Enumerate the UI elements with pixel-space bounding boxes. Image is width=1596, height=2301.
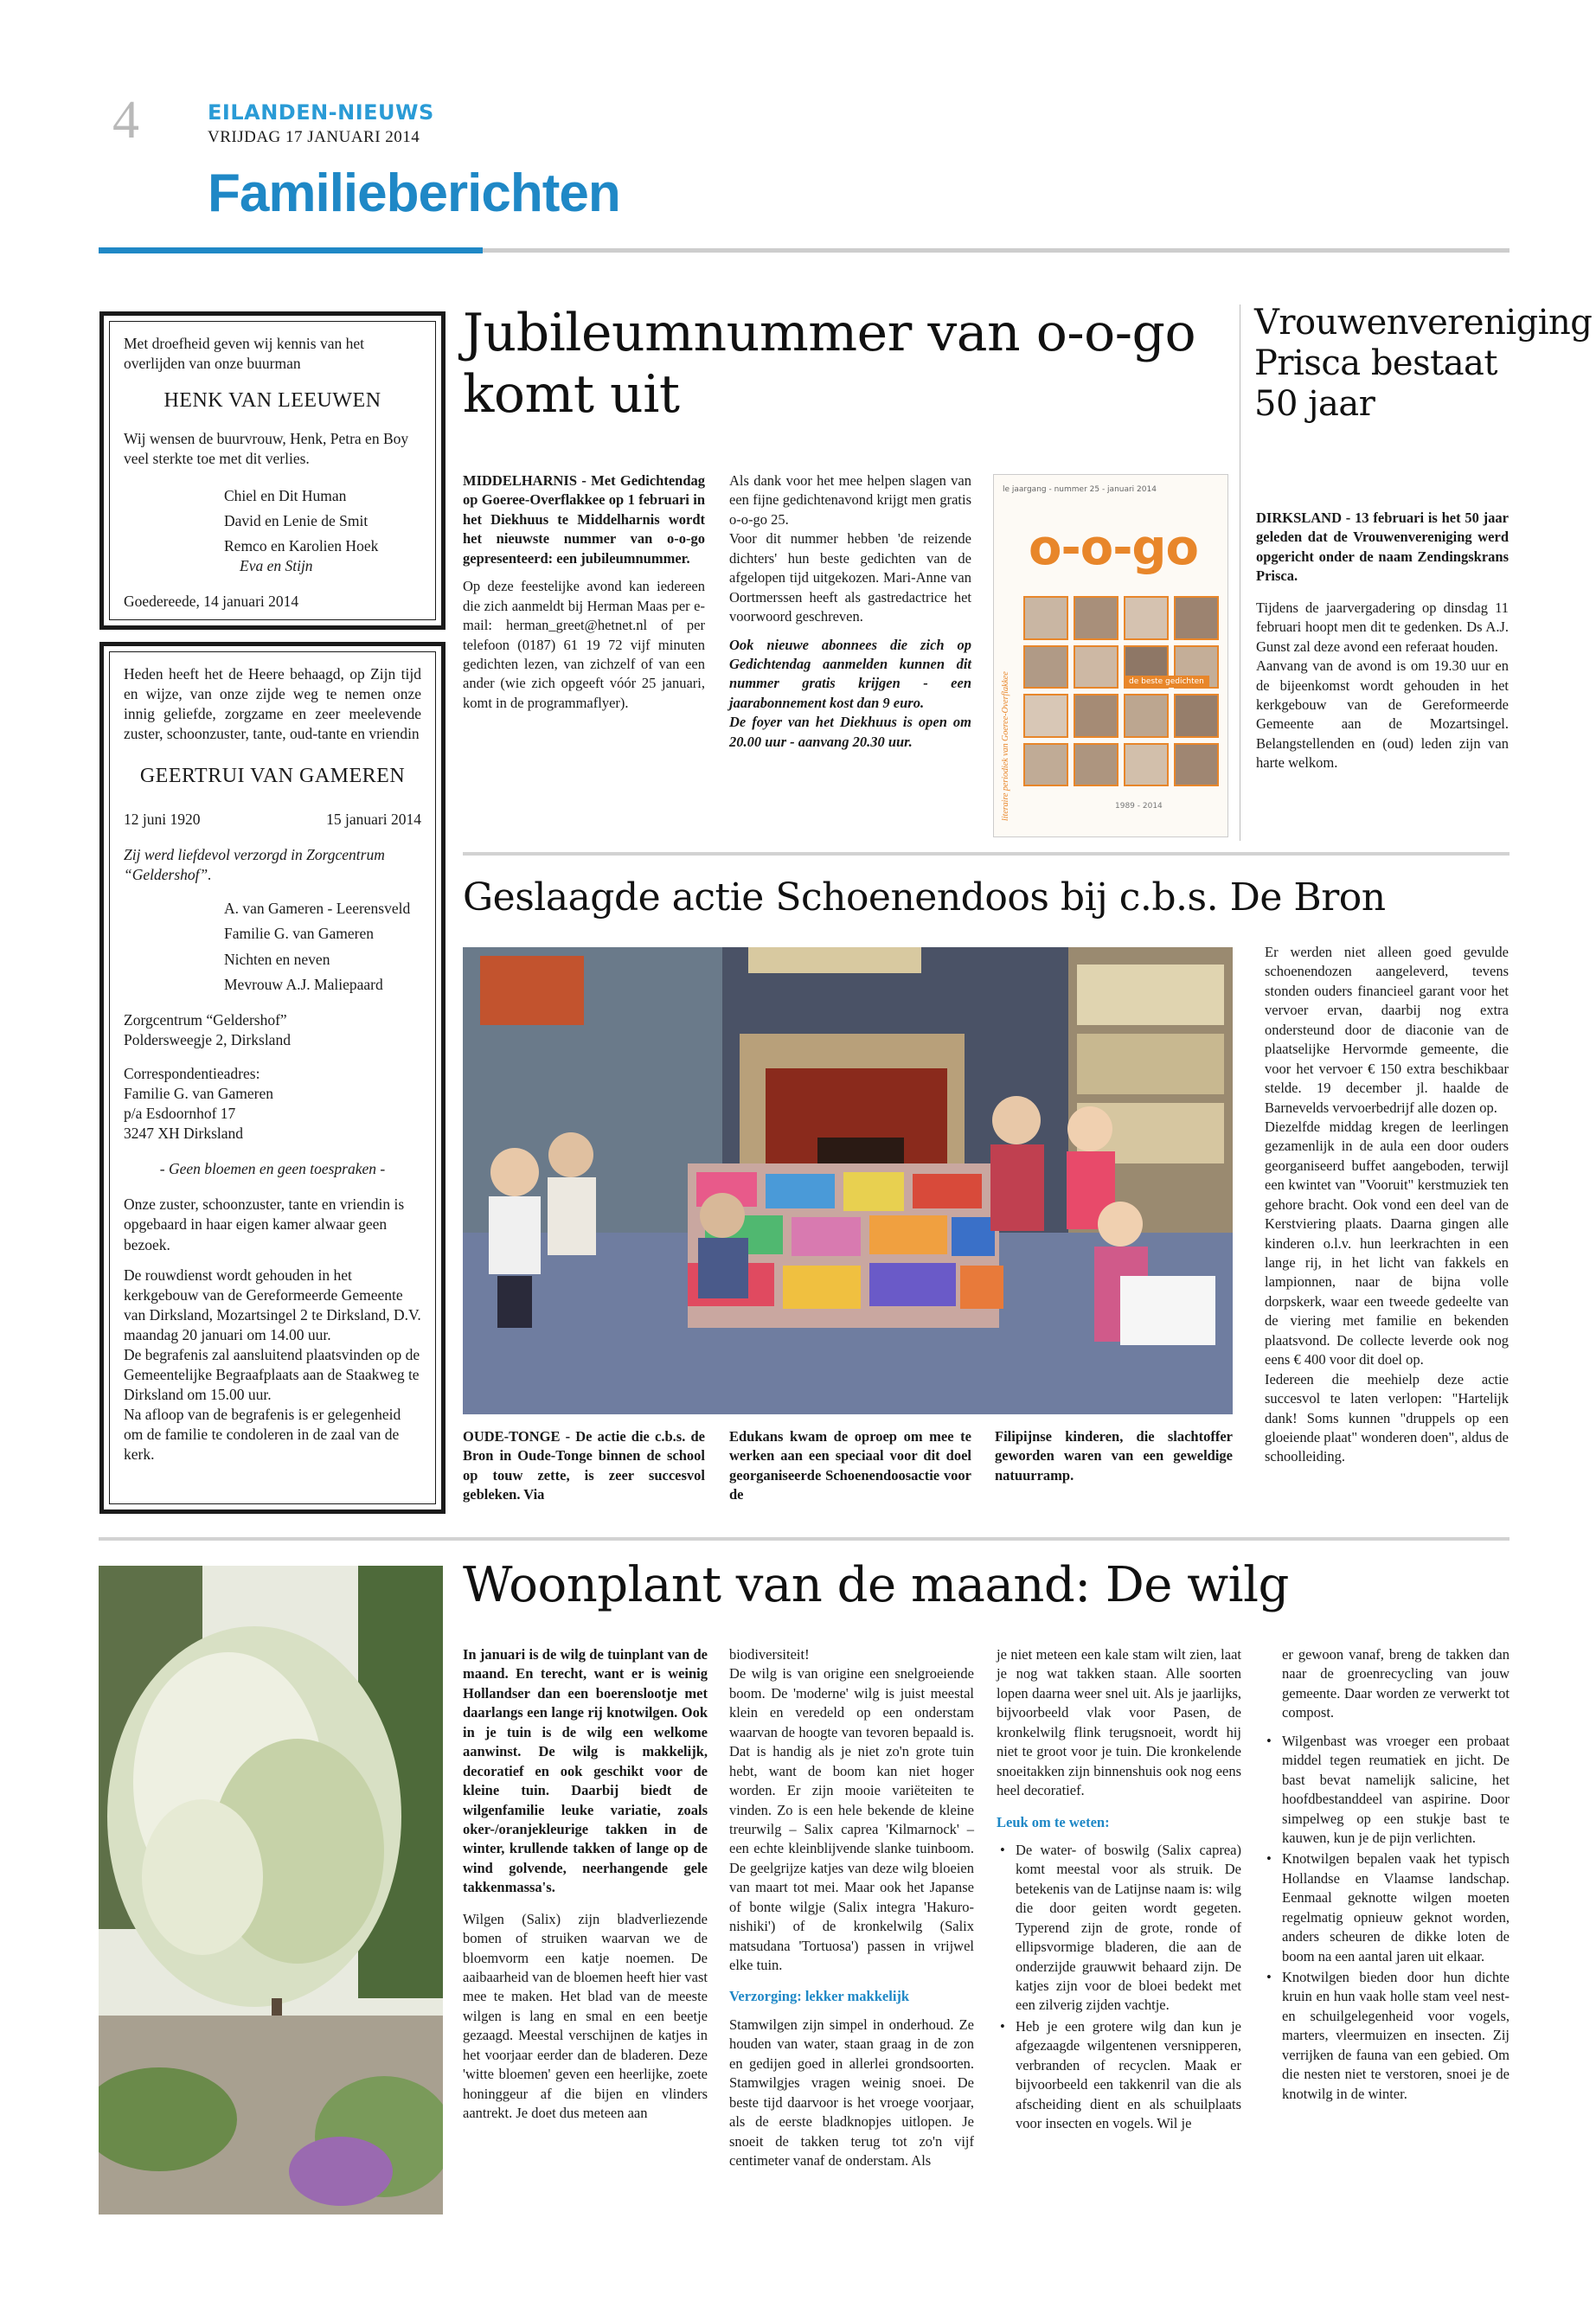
fact-item: • Wilgenbast was vroeger een probaat middel tegen reumatiek en jicht. De bast bevat namelijk salicine, het hoofdbestanddeel van aspirine. Door simpelweg op een stukje bast te kauwen, kun je de pijn verlichten. — [1263, 1732, 1509, 1849]
article-lead: In januari is de wilg de tuinplant van de maand. En terecht, want er is weinig Hollandser dan een boerenslootje met daarlangs een lange rij knotwilgen. Ook in je tuin is de wilg een welkome aanwinst. De wilg is makkelijk, decoratief en ook geschikt voor de kleine tuin. Daarbij biedt de wilgenfamilie leuke variatie, zoals oker-/oranjekleurige takken in de winter, krullende takken of lange op de wind golvende, neerhangende gele takkenmassa's. — [463, 1646, 708, 1896]
willow-photo — [99, 1566, 443, 2214]
article-paragraph: biodiversiteit! — [729, 1646, 810, 1663]
signatory: Nichten en neven — [224, 950, 330, 968]
fact-list — [1263, 1732, 1509, 2104]
death-notice-gameren — [99, 642, 445, 1514]
article-paragraph: Tijdens de jaarvergadering op dinsdag 11 februari hoopt men dit te gedenken. Ds A.J. Gunst zal deze avond een referaat houden. — [1256, 599, 1509, 655]
article-paragraph: Aanvang van de avond is om 19.30 uur en de bijeenkomst wordt gehouden in het kerkgebouw van de Gereformeerde Gemeente aan de Mozartsingel. Belangstellenden en (oud) leden zijn van harte welkom. — [1256, 657, 1509, 772]
place-date: Goedereede, 14 januari 2014 — [124, 593, 299, 611]
article-prisca — [1256, 509, 1509, 782]
cover-footer: 1989 - 2014 — [1115, 802, 1163, 811]
article-paragraph: Diezelfde middag kregen de leerlingen gezamenlijk in de aula een door ouders georganiseerd buffet aangeboden, terwijl een kwintet van "Vooruit" kerstmuziek ten gehore bracht. Ook vond een deel van de Kerstviering plaats. Daarna gingen alle kinderen o.l.v. hun leerkrachten in een lange rij, in het licht van fakkels en lampionnen, naar de bijna volle dorpskerk, waar een tweede gedeelte van de viering met familie en bekenden plaatsvond. De collecte leverde ook nog eens € 400 voor dit doel op. — [1265, 1118, 1509, 1368]
article-separator — [99, 1537, 1509, 1541]
article-oogo-col1 — [463, 471, 705, 721]
notice-wish: Wij wensen de buurvrouw, Henk, Petra en Boy veel sterkte toe met dit verlies. — [124, 429, 409, 467]
notice-paragraph: De begrafenis zal aansluitend plaatsvinden op de Gemeentelijke Begraafplaats aan de Staakweg te Dirksland om 15.00 uur. — [124, 1346, 420, 1404]
cover-header: le jaargang - nummer 25 - januari 2014 — [1003, 485, 1157, 494]
fact-list — [997, 1841, 1241, 2134]
article-paragraph: Stamwilgen zijn simpel in onderhoud. Ze houden van water, staan graag in de zon en gedijen goed in allerlei grondsoorten. Stamwilgjes vragen weinig snoei. De beste tijd daarvoor is het vroege voorjaar, als de eerste bladknopjes uitlopen. Je snoeit de takken terug tot zo'n vijf centimeter vanaf de onderstam. Als — [729, 2016, 974, 2169]
signatory: Chiel en Dit Human — [224, 487, 347, 505]
address-line: p/a Esdoornhof 17 — [124, 1105, 236, 1123]
signatory-children: Eva en Stijn — [240, 557, 313, 575]
article-lead: MIDDELHARNIS - Met Gedichtendag op Goeree-Overflakkee op 1 februari in het Diekhuus te Middelharnis wordt het nieuwste nummer van o-o-go gepresenteerd: een jubileumnummer. — [463, 472, 705, 567]
oogo-cover-image — [993, 474, 1228, 837]
article-lead: OUDE-TONGE - De actie die c.b.s. de Bron in Oude-Tonge binnen de school op touw zette, is zeer succesvol gebleken. Via — [463, 1428, 705, 1503]
willow-photo-scene — [99, 1566, 443, 2214]
fact-item: • Knotwilgen bepalen vaak het typisch Hollandse en Vlaamse landschap. Eenmaal geknotte wilgen moeten regelmatig opnieuw geknot worden, anders scheuren de dikke loten de boom na een aantal jaren uit elkaar. — [1263, 1849, 1509, 1966]
article-lead: DIRKSLAND - 13 februari is het 50 jaar geleden dat de Vrouwenvereniging werd opgericht onder de naam Zendingskrans Prisca. — [1256, 510, 1509, 585]
death-notice-leeuwen — [99, 311, 445, 630]
brand-logo: EILANDEN-NIEUWS — [208, 100, 434, 125]
signatory: David en Lenie de Smit — [224, 512, 369, 530]
article-separator — [463, 852, 1509, 856]
notice-intro: Met droefheid geven wij kennis van het overlijden van onze buurman — [124, 335, 364, 373]
article-paragraph: De foyer van het Diekhuus is open om 20.00 uur - aanvang 20.30 uur. — [729, 714, 971, 750]
section-title: Familieberichten — [208, 163, 620, 223]
address-line: Zorgcentrum “Geldershof” — [124, 1010, 287, 1029]
cover-banner: de beste gedichten — [1124, 676, 1209, 688]
article-schoenendoos-col2 — [729, 1427, 971, 1514]
correspondence-address — [124, 1064, 421, 1144]
article-oogo-col2 — [729, 471, 971, 760]
article-schoenendoos-side — [1265, 943, 1509, 1476]
headline-oogo: Jubileumnummer van o-o-go komt uit — [463, 303, 1196, 425]
care-home-address — [124, 1010, 421, 1050]
headline-wilg: Woonplant van de maand: De wilg — [463, 1557, 1289, 1613]
cover-side-text: literaire periodiek van Goeree-Overflakkee — [1001, 671, 1010, 821]
signatory: Mevrouw A.J. Maliepaard — [224, 975, 383, 993]
address-line: Familie G. van Gameren — [124, 1084, 274, 1102]
article-schoenendoos-col3 — [995, 1427, 1233, 1494]
headline-prisca: Vrouwenvereniging Prisca bestaat 50 jaar — [1254, 303, 1593, 424]
notice-intro: Heden heeft het de Heere behaagd, op Zijn tijd en wijze, van onze zijde weg te nemen onze innig geliefde, zorgzame en zeer meelevende zuster, schoonzuster, tante, oud-tante en vriendin — [124, 665, 421, 743]
notice-paragraph: Onze zuster, schoonzuster, tante en vriendin is opgebaard in haar eigen kamer alwaar geen bezoek. — [124, 1195, 405, 1253]
article-paragraph: Op deze feestelijke avond kan iedereen die zich aanmeldt bij Herman Maas per e-mail: herman_greet@hetnet.nl of per telefoon (0187) 61 19 72 vijf minuten gedichten lezen, van zichzelf of van een ander (wie zich opgeeft vóór 25 januari, komt in de programmaflyer). — [463, 578, 705, 711]
cover-logo: o-o-go — [1029, 520, 1198, 576]
article-paragraph: je niet meteen een kale stam wilt zien, laat je nog wat takken staan. Alle soorten lopen daarna weer snel uit. Als je jaarlijks, bijvoorbeeld vlak voor Pasen, de kronkelwilg flink terugsnoeit, wordt hij niet te groot voor je tuin. Die kronkelende snoeitakken zijn binnenshuis ook nog eens heel decoratief. — [997, 1646, 1241, 1799]
article-wilg-col3 — [997, 1645, 1241, 2136]
article-paragraph: Voor dit nummer hebben 'de reizende dichters' hun beste gedichten van de afgelopen tijd uitgekozen. Mari-Anne van Oortmerssen heeft als gastredactrice het voorwoord geschreven. — [729, 530, 971, 625]
section-rule — [483, 248, 1509, 253]
article-wilg-col2 — [729, 1645, 974, 2179]
article-subhead: Leuk om te weten: — [997, 1813, 1110, 1830]
signatory: Remco en Karolien Hoek — [224, 537, 379, 555]
article-paragraph: Iedereen die meehielp deze actie succesvol te laten verlopen: "Hartelijk dank! Soms kunnen "druppels op een gloeiende plaat" wonderen doen", aldus de schoolleiding. — [1265, 1370, 1509, 1465]
article-wilg-col4 — [1263, 1645, 1509, 2106]
article-wilg-col1 — [463, 1645, 708, 2132]
issue-date: VRIJDAG 17 JANUARI 2014 — [208, 128, 420, 146]
address-line: 3247 XH Dirksland — [124, 1125, 244, 1143]
fact-item: • De water- of boswilg (Salix caprea) komt meestal voor als struik. De betekenis van de Latijnse naam is: wilg die door geiten wordt gegeten. Typerend zijn de grote, ronde of ellipsvormige bladeren, die aan de onderzijde grauwwit behaard zijn. De katjes zijn voor de bloei bedekt met een zilverig zijden vachtje. — [997, 1841, 1241, 2016]
school-photo — [463, 947, 1233, 1414]
death-date: 15 januari 2014 — [326, 811, 421, 829]
article-lead: Edukans kwam de oproep om mee te werken aan een speciaal voor dit doel georganiseerde Schoenendoosactie voor de — [729, 1428, 971, 1503]
article-paragraph: Ook nieuwe abonnees die zich op Gedichtendag aanmelden kunnen dit nummer gratis krijgen - een jaarabonnement kost dan 9 euro. — [729, 636, 971, 711]
cover-photo-grid — [1023, 596, 1219, 786]
address-line: Correspondentieadres: — [124, 1064, 260, 1082]
birth-date: 12 juni 1920 — [124, 811, 201, 829]
school-photo-scene — [463, 947, 1233, 1414]
article-paragraph: er gewoon vanaf, breng de takken dan naar de groenrecycling van jouw gemeente. Daar worden ze verwerkt tot compost. — [1282, 1646, 1509, 1721]
article-paragraph: Wilgen (Salix) zijn bladverliezende bomen of struiken waarvan we de bloemvorm een katje noemen. De aaibaarheid van de bloemen heeft hier vast mee te maken. Het blad van de meeste wilgen is lang en smal en een beetje gezaagd. Meestal verschijnen de katjes in het voorjaar eerder dan de bladeren. Deze 'witte bloemen' geven een heerlijke, zoete honinggeur af die bijen en vlinders aantrekt. Je doet dus meteen aan — [463, 1910, 708, 2122]
fact-item: • Knotwilgen bieden door hun dichte kruin en hun vaak holle stam veel nest- en schuilgelegenheid voor vogels, marters, vleermuizen en insecten. Zij verrijken de fauna van een gebied. Om die nesten niet te verstoren, snoei je de knotwilg in de winter. — [1263, 1968, 1509, 2104]
fact-item: • Heb je een grotere wilg dan kun je afgezaagde wilgentenen versnipperen, verbranden of recyclen. Maak er bijvoorbeeld een takkenril van die als afscheiding dient en als schuilplaats voor insecten en vogels. Wil je — [997, 2017, 1241, 2134]
no-flowers-note: - Geen bloemen en geen toespraken - — [159, 1160, 386, 1178]
article-subhead: Verzorging: lekker makkelijk — [729, 1988, 910, 2005]
deceased-name: GEERTRUI VAN GAMEREN — [139, 765, 406, 788]
care-note: Zij werd liefdevol verzorgd in Zorgcentrum “Geldershof”. — [124, 846, 385, 884]
article-paragraph: De wilg is van origine een snelgroeiende boom. De 'moderne' wilg is juist meestal klein en veredeld op een onderstam waarvan de hoogte van tevoren bepaald is. Dat is handig als je niet zo'n grote tuin hebt, want de boom kan niet hoger worden. Er zijn mooie variëteiten te vinden. Zo is een hele bekende de kleine treurwilg – Salix caprea 'Kilmarnock' – een echte kleinblijvende slanke tuinboom. De geelgrijze katjes van deze wilg bloeien van maart tot mei. Maar ook het Japanse of bonte wilgje (Salix integra 'Hakuro-nishiki') of de kronkelwilg (Salix matsudana 'Tortuosa') passen in vrijwel elke tuin. — [729, 1665, 974, 1973]
article-schoenendoos-col1 — [463, 1427, 705, 1514]
notice-paragraph: De rouwdienst wordt gehouden in het kerkgebouw van de Gereformeerde Gemeente van Dirksland, Mozartsingel 2 te Dirksland, D.V. maandag 20 januari om 14.00 uur. — [124, 1266, 421, 1343]
article-paragraph: Er werden niet alleen goed gevulde schoenendozen aangeleverd, tevens stonden ouders financieel garant voor het vervoer ervan, daarbij nog extra ondersteund door de diaconie van de plaatselijke Hervormde gemeente, die voor het vervoer € 150 extra beschikbaar stelde. 19 december jl. haalde de Barnevelds vervoerbedrijf alle dozen op. — [1265, 944, 1509, 1116]
section-rule-accent — [99, 247, 483, 253]
headline-schoenendoos: Geslaagde actie Schoenendoos bij c.b.s. De Bron — [463, 875, 1386, 920]
signatory: Familie G. van Gameren — [224, 925, 375, 943]
signatory: A. van Gameren - Leerensveld — [224, 900, 411, 918]
address-line: Poldersweegje 2, Dirksland — [124, 1030, 291, 1048]
page-number: 4 — [112, 91, 139, 150]
article-paragraph: Als dank voor het mee helpen slagen van een fijne gedichtenavond krijgt men gratis o-o-go 25. — [729, 472, 971, 528]
notice-paragraph: Na afloop van de begrafenis is er gelegenheid om de familie te condoleren in de zaal van de kerk. — [124, 1406, 401, 1464]
deceased-name: HENK VAN LEEUWEN — [163, 389, 381, 413]
article-lead: Filipijnse kinderen, die slachtoffer geworden waren van een geweldige natuurramp. — [995, 1428, 1233, 1484]
